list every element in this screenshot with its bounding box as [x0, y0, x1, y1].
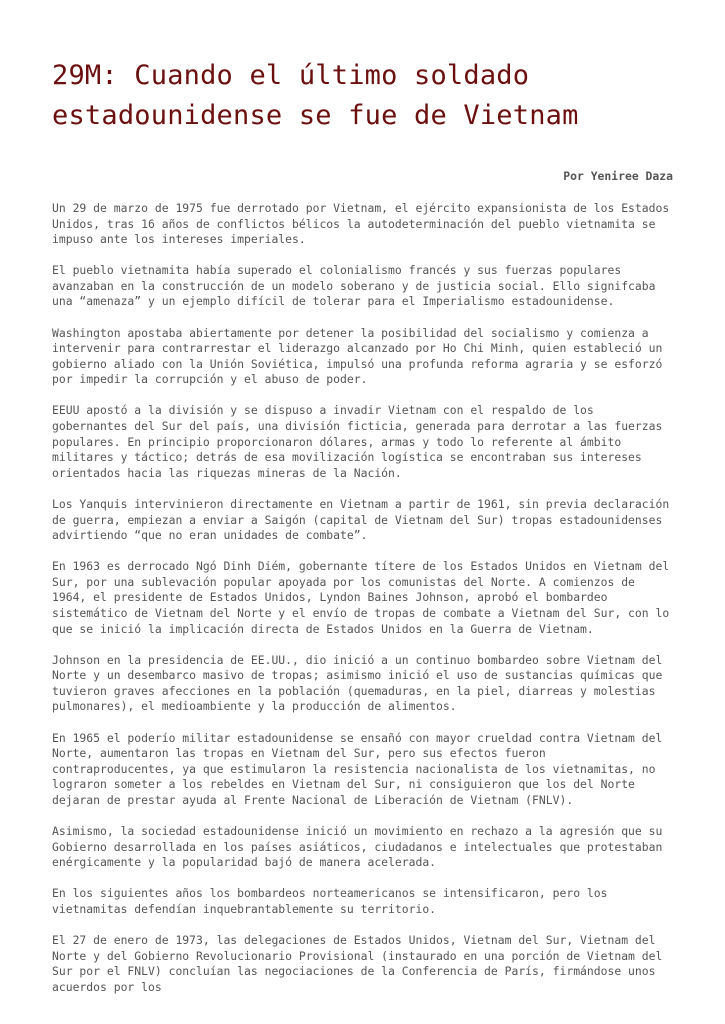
paragraph: En 1963 es derrocado Ngó Dinh Diém, gobernante títere de los Estados Unidos en Vietnam del Sur, por una sublevación popular apoyada por los comunistas del Norte. A comienzos de 1964, el presidente de Estados Unidos, Lyndon Baines Johnson, aprobó el bombardeo sistemático de Vietnam del Norte y el envío de tropas de combate a Vietnam del Sur, con lo que se inició la implicación directa de Estados Unidos en la Guerra de Vietnam.: [52, 559, 670, 636]
paragraph: Washington apostaba abiertamente por detener la posibilidad del socialismo y comienza a intervenir para contrarrestar el liderazgo alcanzado por Ho Chi Minh, quien estableció un gobierno aliado con la Unión Soviética, impulsó una profunda reforma agraria y se esforzó por impedir la corrupción y el abuso de poder.: [52, 325, 663, 387]
paragraph: Johnson en la presidencia de EE.UU., dio inició a un continuo bombardeo sobre Vietnam del Norte y un desembarco masivo de tropas; asimismo inició el uso de sustancias químicas que tuvieron graves afecciones en la población (quemaduras, en la piel, diarreas y molestias pulmonares), el medioambiente y la producción de alimentos.: [52, 652, 663, 714]
paragraph: Un 29 de marzo de 1975 fue derrotado por Vietnam, el ejército expansionista de los Estados Unidos, tras 16 años de conflictos bélicos la autodeterminación del pueblo vietnamita se impuso ante los intereses imperiales.: [52, 201, 670, 247]
article-byline: Por Yeniree Daza: [563, 169, 673, 183]
article-body: [52, 201, 673, 995]
paragraph: EEUU apostó a la división y se dispuso a invadir Vietnam con el respaldo de los gobernantes del Sur del país, una división ficticia, generada para derrotar a las fuerzas populares. En principio proporcionaron dólares, armas y todo lo referente al ámbito militares y táctico; detrás de esa movilización logística se encontraban sus intereses orientados hacia las riquezas mineras de la Nación.: [52, 403, 663, 480]
paragraph: Los Yanquis intervinieron directamente en Vietnam a partir de 1961, sin previa declaración de guerra, empiezan a enviar a Saigón (capital de Vietnam del Sur) tropas estadounidenses advirtiendo “que no eran unidades de combate”.: [52, 496, 670, 543]
article-title: 29M: Cuando el último soldado estadounidense se fue de Vietnam: [52, 60, 579, 131]
paragraph: Asimismo, la sociedad estadounidense inició un movimiento en rechazo a la agresión que su Gobierno desarrollada en los países asiáticos, ciudadanos e intelectuales que protestaban enérgicamente y la popularidad bajó de manera acelerada.: [52, 824, 663, 870]
paragraph: En los siguientes años los bombardeos norteamericanos se intensificaron, pero los vietnamitas defendían inquebrantablemente su territorio.: [52, 886, 608, 916]
paragraph: En 1965 el poderío militar estadounidense se ensañó con mayor crueldad contra Vietnam del Norte, aumentaron las tropas en Vietnam del Sur, pero sus efectos fueron contraproducentes, ya que estimularon la resistencia nacionalista de los vietnamitas, no lograron someter a los rebeldes en Vietnam del Sur, ni consiguieron que los del Norte dejaran de prestar ayuda al Frente Nacional de Liberación de Vietnam (FNLV).: [52, 730, 663, 807]
paragraph: El 27 de enero de 1973, las delegaciones de Estados Unidos, Vietnam del Sur, Vietnam del Norte y del Gobierno Revolucionario Provisional (instaurado en una porción de Vietnam del Sur por el FNLV) concluían las negociaciones de la Conferencia de París, firmándose unos acuerdos por los: [52, 932, 663, 994]
paragraph: El pueblo vietnamita había superado el colonialismo francés y sus fuerzas populares avanzaban en la construcción de un modelo soberano y de justicia social. Ello signifcaba una “amenaza” y un ejemplo difícil de tolerar para el Imperialismo estadounidense.: [52, 263, 656, 309]
